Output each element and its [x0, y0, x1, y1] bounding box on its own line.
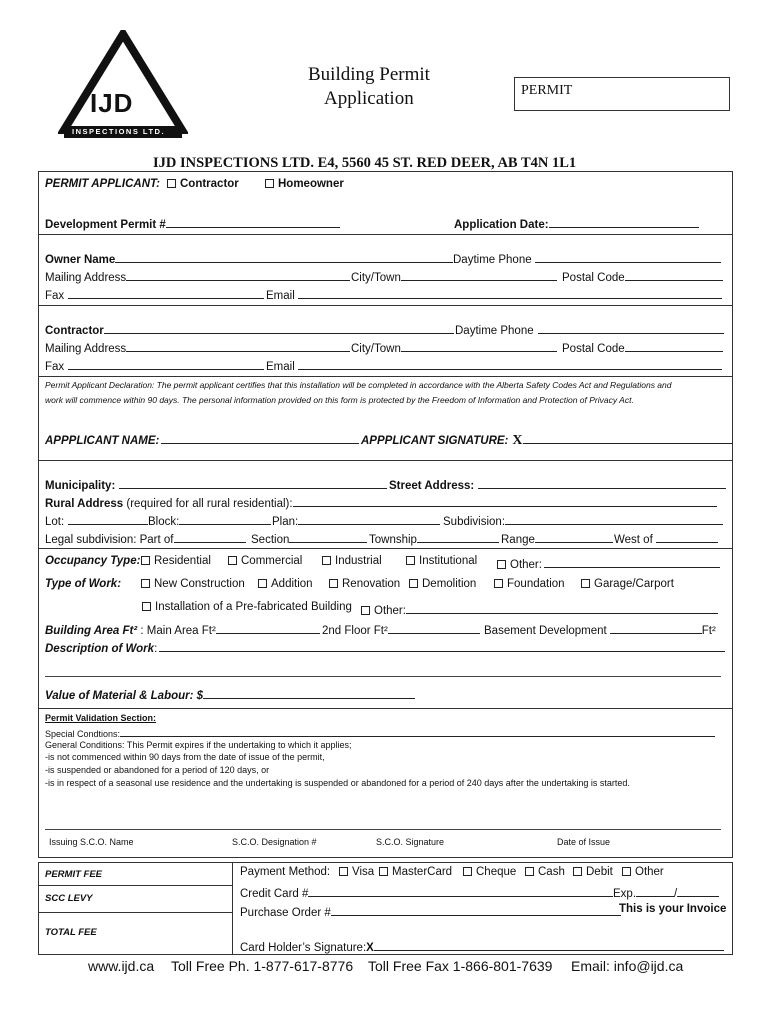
- footer-website[interactable]: www.ijd.ca: [88, 958, 155, 974]
- basement-development-field[interactable]: [484, 621, 716, 637]
- work-new-construction-checkbox[interactable]: [141, 578, 245, 590]
- building-area-row: [45, 621, 320, 637]
- lot-label: Lot:: [45, 516, 65, 528]
- applicant-signature-label: APPPLICANT SIGNATURE:: [361, 435, 509, 447]
- contractor-fax-field[interactable]: [45, 357, 264, 373]
- checkbox-icon: [409, 579, 418, 588]
- contractor-postal-field[interactable]: [562, 339, 723, 355]
- purchase-order-field[interactable]: [240, 903, 621, 919]
- checkbox-icon: [258, 579, 267, 588]
- checkbox-icon: [406, 556, 415, 565]
- work-foundation-checkbox[interactable]: [494, 578, 565, 590]
- owner-daytime-phone-field[interactable]: [453, 250, 721, 266]
- subdivision-label: Subdivision:: [443, 516, 506, 528]
- payment-method-label: Payment Method:: [240, 866, 331, 878]
- application-date-field[interactable]: [454, 215, 699, 231]
- permit-box-label: PERMIT: [521, 83, 573, 98]
- checkbox-icon: [142, 602, 151, 611]
- block-label: Block:: [148, 516, 180, 528]
- option-label: Institutional: [419, 555, 478, 567]
- option-label: Garage/Carport: [594, 578, 674, 590]
- company-address: IJD INSPECTIONS LTD. E4, 5560 45 ST. RED DEER, AB T4N 1L1: [153, 155, 577, 171]
- contractor-name-label: Contractor: [45, 325, 104, 337]
- work-other-checkbox[interactable]: [361, 601, 718, 617]
- owner-city-label: City/Town: [351, 272, 401, 284]
- date-of-issue-label: Date of Issue: [557, 837, 611, 847]
- description-label: Description of Work: [45, 643, 155, 655]
- contractor-option-label: Contractor: [180, 178, 239, 190]
- basement-label: Basement Development: [484, 625, 607, 637]
- owner-postal-field[interactable]: [562, 268, 723, 284]
- building-area-label: Building Area Ft²: [45, 625, 138, 637]
- second-floor-label: 2nd Floor Ft²: [322, 625, 388, 637]
- owner-name-label: Owner Name: [45, 254, 116, 266]
- contractor-checkbox[interactable]: [167, 178, 239, 190]
- permit-fee-label: PERMIT FEE: [45, 869, 103, 880]
- payment-method-row: [240, 866, 330, 878]
- application-date-label: Application Date:: [454, 219, 549, 231]
- street-address-label: Street Address:: [389, 480, 475, 492]
- credit-card-label: Credit Card #: [240, 888, 309, 900]
- option-label: Other:: [374, 605, 406, 617]
- credit-card-field[interactable]: [240, 884, 613, 900]
- signature-x-mark: X: [366, 942, 374, 954]
- plan-label: Plan:: [272, 516, 299, 528]
- option-label: Residential: [154, 555, 211, 567]
- special-conditions-field[interactable]: [45, 727, 715, 739]
- declaration-line1: Permit Applicant Declaration: The permit applicant certifies that this installation will be completed in accordance with the Alberta Safety Codes Act and Regulations and: [45, 380, 672, 390]
- declaration-line2: work will commence within 90 days. The personal information provided on this form is protected by the Freedom of Information and Protection of Privacy Act.: [45, 395, 634, 405]
- contractor-postal-label: Postal Code: [562, 343, 625, 355]
- permit-number-box[interactable]: [514, 77, 730, 111]
- purchase-order-label: Purchase Order #: [240, 907, 331, 919]
- footer-email[interactable]: Email: info@ijd.ca: [571, 958, 684, 974]
- form-title-line2: Application: [324, 88, 414, 109]
- work-prefab-building-checkbox[interactable]: [142, 601, 352, 613]
- expiry-label: Exp.: [613, 888, 637, 900]
- work-demolition-checkbox[interactable]: [409, 578, 476, 590]
- scc-levy-label: SCC LEVY: [45, 893, 93, 904]
- occupancy-residential-checkbox[interactable]: [141, 555, 211, 567]
- option-label: Debit: [586, 866, 613, 878]
- work-renovation-checkbox[interactable]: [329, 578, 400, 590]
- option-label: Other: [635, 866, 664, 878]
- footer-phone: Toll Free Ph. 1-877-617-8776: [171, 958, 354, 974]
- option-label: Installation of a Pre-fabricated Building: [155, 601, 352, 613]
- description-of-work-field[interactable]: Description of Work:: [45, 639, 725, 655]
- option-label: Demolition: [422, 578, 477, 590]
- option-label: Visa: [352, 866, 375, 878]
- divider: [38, 548, 733, 549]
- area-unit: Ft²: [701, 625, 716, 637]
- contractor-daytime-phone-field[interactable]: [455, 321, 724, 337]
- main-area-label: : Main Area Ft²: [137, 625, 216, 637]
- value-label: Value of Material & Labour: $: [45, 690, 204, 702]
- development-permit-field[interactable]: [45, 215, 340, 231]
- contractor-phone-label: Daytime Phone: [455, 325, 534, 337]
- option-label: Other:: [510, 559, 542, 571]
- option-label: Cash: [538, 866, 565, 878]
- owner-mailing-address-field[interactable]: [45, 268, 350, 284]
- street-address-field[interactable]: [389, 476, 726, 492]
- legal-subdivision-label: Legal subdivision: Part of: [45, 534, 174, 546]
- development-permit-label: Development Permit #: [45, 219, 166, 231]
- occupancy-industrial-checkbox[interactable]: [322, 555, 382, 567]
- payment-mastercard-checkbox[interactable]: [379, 866, 452, 878]
- contractor-email-label: Email: [266, 361, 295, 373]
- municipality-field[interactable]: [45, 476, 387, 492]
- rural-address-label: Rural Address: [45, 498, 124, 510]
- footer-fax: Toll Free Fax 1-866-801-7639: [368, 958, 553, 974]
- owner-fax-label: Fax: [45, 290, 65, 302]
- contractor-mailing-address-field[interactable]: [45, 339, 350, 355]
- municipality-label: Municipality:: [45, 480, 116, 492]
- checkbox-icon: [141, 556, 150, 565]
- section-field[interactable]: [251, 530, 367, 546]
- invoice-note: This is your Invoice: [619, 903, 727, 915]
- work-addition-checkbox[interactable]: [258, 578, 313, 590]
- owner-city-field[interactable]: [351, 268, 557, 284]
- permit-applicant-label: PERMIT APPLICANT:: [45, 178, 160, 190]
- west-of-label: West of: [614, 534, 653, 546]
- rural-address-field[interactable]: [45, 494, 717, 510]
- applicant-signature-field[interactable]: [361, 431, 733, 449]
- option-label: Renovation: [342, 578, 401, 590]
- subdivision-field[interactable]: [443, 512, 723, 528]
- homeowner-checkbox[interactable]: [265, 178, 344, 190]
- checkbox-icon: [167, 179, 176, 188]
- contractor-mailing-label: Mailing Address: [45, 343, 127, 355]
- special-conditions-label: Special Condtions:: [45, 729, 121, 739]
- form-title-line1: Building Permit: [308, 64, 430, 85]
- contractor-city-field[interactable]: [351, 339, 557, 355]
- checkbox-icon: [494, 579, 503, 588]
- general-conditions-text: General Conditions: This Permit expires if the undertaking to which it applies;: [45, 740, 352, 750]
- checkbox-icon: [573, 867, 582, 876]
- checkbox-icon: [497, 560, 506, 569]
- logo-triangle: [58, 30, 188, 142]
- contractor-name-field[interactable]: [45, 321, 454, 337]
- contractor-fax-label: Fax: [45, 361, 65, 373]
- option-label: Foundation: [507, 578, 565, 590]
- divider: [38, 885, 232, 886]
- owner-postal-label: Postal Code: [562, 272, 625, 284]
- range-label: Range: [501, 534, 535, 546]
- divider: [38, 234, 733, 235]
- payment-cash-checkbox[interactable]: [525, 866, 565, 878]
- occupancy-type-label: Occupancy Type:: [45, 555, 141, 567]
- applicant-name-field[interactable]: [45, 431, 359, 447]
- plan-field[interactable]: [272, 512, 440, 528]
- block-field[interactable]: [148, 512, 271, 528]
- condition-1: -is not commenced within 90 days from the date of issue of the permit,: [45, 752, 325, 762]
- main-area-input[interactable]: [216, 621, 320, 634]
- checkbox-icon: [361, 606, 370, 615]
- option-label: Cheque: [476, 866, 517, 878]
- owner-name-field[interactable]: [45, 250, 453, 266]
- divider: [38, 376, 733, 377]
- validation-section-title: Permit Validation Section:: [45, 713, 157, 723]
- logo-subtext: INSPECTIONS LTD.: [72, 127, 166, 136]
- option-label: Addition: [271, 578, 313, 590]
- checkbox-icon: [463, 867, 472, 876]
- option-label: MasterCard: [392, 866, 453, 878]
- sco-signature-label: S.C.O. Signature: [376, 837, 445, 847]
- total-fee-label: TOTAL FEE: [45, 927, 97, 938]
- occupancy-other-checkbox[interactable]: [497, 555, 720, 571]
- logo-text: IJD: [90, 88, 134, 118]
- section-label: Section: [251, 534, 290, 546]
- checkbox-icon: [322, 556, 331, 565]
- card-holder-signature-field[interactable]: [240, 938, 724, 954]
- signature-x-mark: X: [512, 433, 523, 448]
- option-label: New Construction: [154, 578, 245, 590]
- divider: [38, 912, 232, 913]
- divider: [38, 305, 733, 306]
- card-holder-label: Card Holder’s Signature:: [240, 942, 367, 954]
- owner-email-label: Email: [266, 290, 295, 302]
- owner-email-field[interactable]: [266, 286, 722, 302]
- owner-phone-label: Daytime Phone: [453, 254, 532, 266]
- checkbox-icon: [265, 179, 274, 188]
- range-field[interactable]: [501, 530, 613, 546]
- township-field[interactable]: [369, 530, 499, 546]
- payment-debit-checkbox[interactable]: [573, 866, 613, 878]
- payment-visa-checkbox[interactable]: [339, 866, 374, 878]
- owner-fax-field[interactable]: [45, 286, 264, 302]
- option-label: Industrial: [335, 555, 382, 567]
- legal-subdivision-field[interactable]: [45, 530, 246, 546]
- rural-note: (required for all rural residential):: [123, 498, 293, 510]
- checkbox-icon: [339, 867, 348, 876]
- type-of-work-label: Type of Work:: [45, 578, 122, 590]
- checkbox-icon: [622, 867, 631, 876]
- sco-signature-line[interactable]: [45, 829, 721, 830]
- sco-designation-label: S.C.O. Designation #: [232, 837, 317, 847]
- second-floor-field[interactable]: [322, 621, 480, 637]
- issuing-sco-name-label: Issuing S.C.O. Name: [49, 837, 134, 847]
- description-line-2[interactable]: [45, 676, 721, 677]
- contractor-city-label: City/Town: [351, 343, 401, 355]
- checkbox-icon: [329, 579, 338, 588]
- checkbox-icon: [525, 867, 534, 876]
- divider: [38, 460, 733, 461]
- contractor-email-field[interactable]: [266, 357, 722, 373]
- township-label: Township: [369, 534, 417, 546]
- owner-mailing-label: Mailing Address: [45, 272, 127, 284]
- homeowner-option-label: Homeowner: [278, 178, 344, 190]
- checkbox-icon: [141, 579, 150, 588]
- occupancy-commercial-checkbox[interactable]: [228, 555, 302, 567]
- payment-cheque-checkbox[interactable]: [463, 866, 516, 878]
- applicant-name-label: APPPLICANT NAME:: [45, 435, 160, 447]
- work-garage-carport-checkbox[interactable]: [581, 578, 674, 590]
- value-material-labour-field[interactable]: [45, 686, 415, 702]
- option-label: Commercial: [241, 555, 303, 567]
- checkbox-icon: [379, 867, 388, 876]
- checkbox-icon: [228, 556, 237, 565]
- condition-3: -is in respect of a seasonal use residence and the undertaking is suspended or abandoned for a period of 240 days after the undertaking is started.: [45, 778, 630, 788]
- lot-field[interactable]: [45, 512, 148, 528]
- west-of-field[interactable]: [614, 530, 718, 546]
- condition-2: -is suspended or abandoned for a period of 120 days, or: [45, 765, 270, 775]
- payment-other-checkbox[interactable]: [622, 866, 664, 878]
- expiry-field[interactable]: Exp. /: [613, 884, 719, 900]
- divider: [38, 708, 733, 709]
- checkbox-icon: [581, 579, 590, 588]
- occupancy-institutional-checkbox[interactable]: [406, 555, 477, 567]
